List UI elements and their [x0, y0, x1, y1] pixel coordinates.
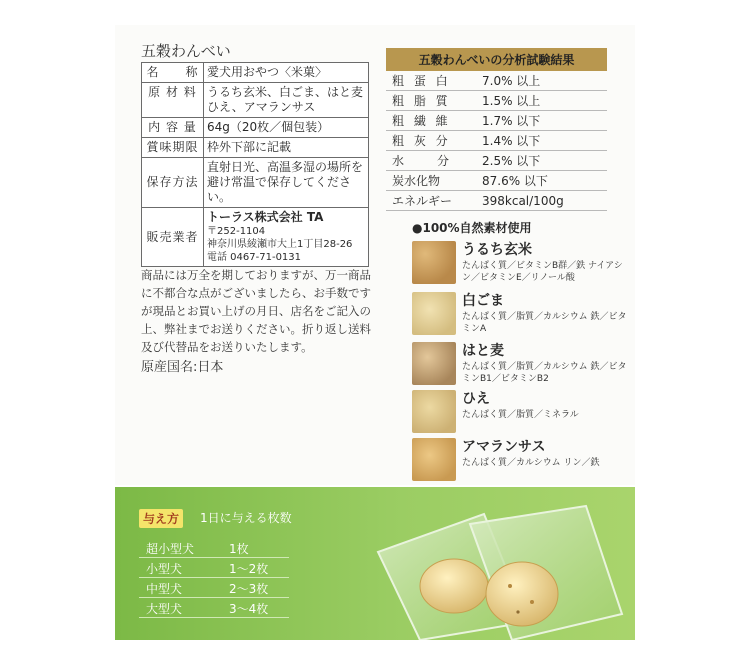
grain-photo: [412, 342, 456, 385]
dog-size: 中型犬: [146, 582, 183, 596]
analysis-key: 水 分: [392, 154, 453, 168]
grain-name: ひえ: [462, 391, 490, 407]
analysis-key: 粗 脂 質: [392, 94, 451, 108]
analysis-value: 398kcal/100g: [482, 193, 564, 208]
analysis-value: 1.4% 以下: [482, 134, 541, 148]
spec-value: 64g（20枚／個包装）: [204, 118, 369, 138]
analysis-row: [386, 191, 607, 211]
analysis-title: 五穀わんべいの分析試験結果: [386, 48, 607, 71]
spec-table: [141, 62, 369, 267]
dog-size: 大型犬: [146, 602, 183, 616]
grain-nutrients: たんぱく質／カルシウム リン／鉄: [462, 458, 600, 468]
spec-key: 名 称: [142, 63, 204, 83]
spec-row: [142, 138, 369, 158]
spec-row: [142, 63, 369, 83]
analysis-row: [386, 91, 607, 111]
grain-nutrients: たんぱく質／脂質／カルシウム 鉄／ビタミンB1／ビタミンB2: [462, 362, 627, 384]
spec-row: [142, 83, 369, 118]
grain-item: [412, 438, 622, 484]
feeding-amount: 1〜2枚: [229, 562, 269, 576]
analysis-row: [386, 151, 607, 171]
feeding-amount: 2〜3枚: [229, 582, 269, 596]
spec-key: 販売業者: [142, 208, 204, 267]
analysis-key: 粗 繊 維: [392, 114, 451, 128]
seller-cell: [204, 208, 369, 267]
feeding-row: [139, 578, 289, 598]
spec-value: 愛犬用おやつ〈米菓〉: [204, 63, 369, 83]
grain-nutrients: たんぱく質／脂質／ミネラル: [462, 410, 579, 420]
grain-item: [412, 342, 627, 388]
seller-postal: 〒252-1104: [207, 226, 266, 237]
analysis-key: 粗 灰 分: [392, 134, 451, 148]
feeding-row: [139, 598, 289, 618]
feeding-label: 1日に与える枚数: [200, 511, 292, 525]
grain-name: アマランサス: [462, 439, 546, 455]
analysis-key: エネルギー: [392, 194, 453, 208]
seller-address: 神奈川県綾瀬市大上1丁目28-26: [207, 239, 353, 250]
analysis-key: 炭水化物: [392, 174, 441, 188]
spec-row: [142, 158, 369, 208]
spec-value: うるち玄米、白ごま、はと麦ひえ、アマランサス: [204, 83, 369, 118]
packets-photo: [372, 494, 628, 640]
origin-text: 原産国名:日本: [141, 360, 224, 375]
notice-text: 商品には万全を期しておりますが、万一商品に不都合な点がございましたら、お手数ですが現品とお買い上げの月日、店名をご記入の上、弊社までお送りください。折り返し送料及び代替品をお送りいたします。: [141, 268, 371, 354]
analysis-value: 87.6% 以下: [482, 174, 548, 188]
grain-item: [412, 292, 627, 338]
product-title: 五穀わんべい: [141, 42, 231, 60]
dog-size: 超小型犬: [146, 542, 195, 556]
grain-name: うるち玄米: [462, 242, 532, 258]
spec-value: 枠外下部に記載: [204, 138, 369, 158]
analysis-key: 粗 蛋 白: [392, 74, 451, 88]
spec-key: 保存方法: [142, 158, 204, 208]
grain-nutrients: たんぱく質／ビタミンB群／鉄 ナイアシン／ビタミンE／リノール酸: [462, 261, 623, 283]
spec-key: 原 材 料: [142, 83, 204, 118]
seller-phone: 電話 0467-71-0131: [207, 252, 302, 263]
feeding-row: [139, 558, 289, 578]
analysis-table: [386, 48, 607, 211]
grain-name: はと麦: [462, 343, 504, 359]
spec-key: 内 容 量: [142, 118, 204, 138]
analysis-value: 1.5% 以上: [482, 94, 541, 108]
spec-value: 直射日光、高温多湿の場所を避け常温で保存してください。: [204, 158, 369, 208]
analysis-value: 1.7% 以下: [482, 114, 541, 128]
grain-nutrients: たんぱく質／脂質／カルシウム 鉄／ビタミンA: [462, 312, 627, 334]
grain-name: 白ごま: [462, 293, 504, 309]
spec-row-seller: [142, 208, 369, 267]
analysis-value: 7.0% 以上: [482, 74, 541, 88]
grain-photo: [412, 390, 456, 433]
dog-size: 小型犬: [146, 562, 183, 576]
feeding-amount: 1枚: [229, 542, 249, 556]
grain-photo: [412, 241, 456, 284]
analysis-value: 2.5% 以下: [482, 154, 541, 168]
analysis-row: [386, 131, 607, 151]
feeding-chip: 与え方: [139, 509, 183, 528]
grain-item: [412, 241, 622, 287]
feeding-amount: 3〜4枚: [229, 602, 269, 616]
grain-photo: [412, 438, 456, 481]
seller-logo: トーラス株式会社 TA: [207, 210, 324, 224]
grain-item: [412, 390, 622, 436]
spec-row: [142, 118, 369, 138]
feeding-row: [139, 538, 289, 558]
natural-materials-title: ●100%自然素材使用: [412, 221, 532, 235]
analysis-row: [386, 171, 607, 191]
analysis-row: [386, 71, 607, 91]
analysis-row: [386, 111, 607, 131]
spec-key: 賞味期限: [142, 138, 204, 158]
grain-photo: [412, 292, 456, 335]
